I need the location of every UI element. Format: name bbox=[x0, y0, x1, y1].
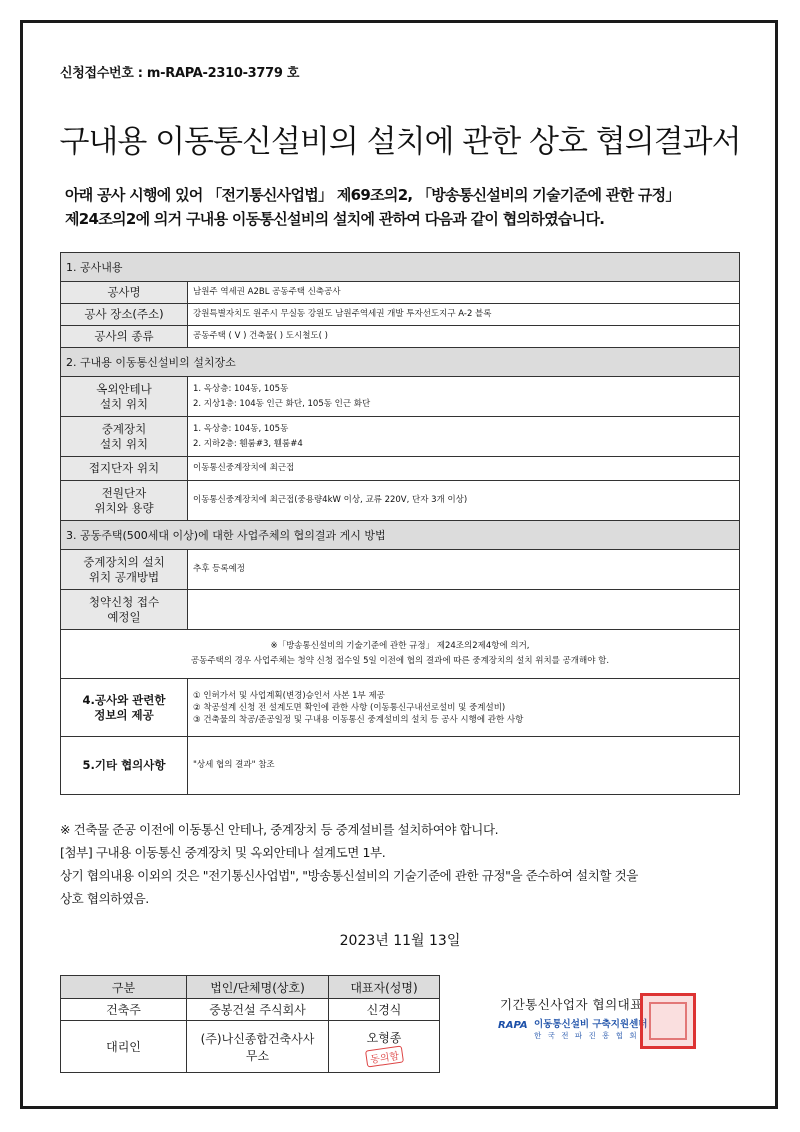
disclosure-label-line-1: 중계장치의 설치 bbox=[83, 554, 165, 569]
info-provision-label bbox=[61, 679, 188, 737]
ground-terminal-label: 접지단자 위치 bbox=[61, 457, 188, 481]
note-line-1: ※「방송통신설비의 기술기준에 관한 규정」 제24조의2제4항에 의거, bbox=[270, 641, 530, 651]
intro-line-1: 아래 공사 시행에 있어 「전기통신사업법」 제69조의2, 「방송통신설비의 기술기준에 관한 규정」 bbox=[65, 186, 680, 204]
section-2-heading: 2. 구내용 이동통신설비의 설치장소 bbox=[61, 348, 740, 377]
signature-table bbox=[60, 975, 440, 1073]
issuer-title: 기간통신사업자 협의대표 bbox=[500, 997, 643, 1012]
notes-line-3: 상기 협의내용 이외의 것은 "전기통신사업법", "방송통신설비의 기술기준에 관한 규정"을 준수하여 설치할 것을 bbox=[60, 868, 638, 883]
intro-line-2: 제24조의2에 의거 구내용 이동통신설비의 설치에 관하여 다음과 같이 협의하였습니다. bbox=[65, 210, 605, 228]
relay-location-label bbox=[61, 417, 188, 457]
antenna-label-line-2: 설치 위치 bbox=[99, 396, 149, 411]
disclosure-method-label bbox=[61, 550, 188, 590]
power-terminal-label bbox=[61, 481, 188, 521]
info-line-2: ② 착공설계 신청 전 설계도면 확인에 관한 사항 (이동통신구내선로설비 및 중계설비) bbox=[193, 702, 506, 713]
project-name-value: 남원주 역세권 A2BL 공동주택 신축공사 bbox=[188, 282, 740, 304]
subscription-label-line-1: 청약신청 접수 bbox=[88, 594, 160, 609]
document-title: 구내용 이동통신설비의 설치에 관한 상호 협의결과서 bbox=[59, 124, 741, 160]
consultation-table bbox=[60, 252, 740, 795]
ground-terminal-value: 이동통신중계장치에 최근접 bbox=[188, 457, 740, 481]
agent-company-line-1: (주)나신종합건축사사 bbox=[200, 1031, 315, 1046]
application-number: 신청접수번호 : m-RAPA-2310-3779 호 bbox=[60, 66, 300, 81]
rapa-logo: RAPA bbox=[498, 1020, 528, 1031]
intro-text bbox=[65, 183, 755, 231]
relay-label-line-1: 중계장치 bbox=[101, 421, 147, 436]
notes-line-4: 상호 협의하였음. bbox=[60, 891, 149, 906]
relay-label-line-2: 설치 위치 bbox=[99, 436, 149, 451]
sign-header-rep: 대표자(성명) bbox=[329, 976, 440, 999]
info-label-line-2: 정보의 제공 bbox=[94, 707, 154, 722]
antenna-location-value bbox=[188, 377, 740, 417]
subscription-date-label bbox=[61, 590, 188, 630]
sign-header-role: 구분 bbox=[61, 976, 187, 999]
disclosure-method-value: 추후 등록예정 bbox=[188, 550, 740, 590]
agent-rep bbox=[329, 1021, 440, 1073]
agent-company bbox=[187, 1021, 329, 1073]
agent-company-line-2: 무소 bbox=[245, 1048, 270, 1063]
subscription-label-line-2: 예정일 bbox=[107, 609, 141, 624]
agreement-date: 2023년 11월 13일 bbox=[339, 933, 461, 949]
project-type-value: 공동주택 ( V ) 건축물( ) 도시철도( ) bbox=[188, 326, 740, 348]
owner-rep: 신경식 bbox=[329, 999, 440, 1021]
relay-line-2: 2. 지하2층: 휀룸#3, 휀룸#4 bbox=[193, 438, 303, 449]
issuer-org-name: 이동통신설비 구축지원센터 bbox=[534, 1019, 648, 1030]
notes-line-1: ※ 건축물 준공 이전에 이동통신 안테나, 중계장치 등 중계설비를 설치하여야 합니다. bbox=[60, 822, 499, 837]
antenna-location-label bbox=[61, 377, 188, 417]
power-terminal-value: 이동통신중계장치에 최근접(중용량4kW 이상, 교류 220V, 단자 3개 이상) bbox=[188, 481, 740, 521]
disclosure-note bbox=[61, 630, 740, 679]
project-location-value: 강원특별자치도 원주시 무실동 강원도 남원주역세권 개발 투자선도지구 A-2 블록 bbox=[188, 304, 740, 326]
subscription-date-value bbox=[188, 590, 740, 630]
power-label-line-2: 위치와 용량 bbox=[94, 500, 154, 515]
info-provision-value bbox=[188, 679, 740, 737]
power-label-line-1: 전원단자 bbox=[101, 485, 147, 500]
project-name-label: 공사명 bbox=[61, 282, 188, 304]
agent-role: 대리인 bbox=[61, 1021, 187, 1073]
project-type-label: 공사의 종류 bbox=[61, 326, 188, 348]
antenna-line-1: 1. 옥상층: 104동, 105동 bbox=[193, 383, 289, 394]
sign-header-company: 법인/단체명(상호) bbox=[187, 976, 329, 999]
antenna-label-line-1: 옥외안테나 bbox=[96, 381, 152, 396]
notes-block bbox=[60, 818, 760, 910]
section-3-heading: 3. 공동주택(500세대 이상)에 대한 사업주체의 협의결과 게시 방법 bbox=[61, 521, 740, 550]
agent-consent-stamp: 동의함 bbox=[364, 1045, 403, 1067]
owner-company: 중봉건설 주식회사 bbox=[187, 999, 329, 1021]
info-label-line-1: 4.공사와 관련한 bbox=[82, 692, 166, 707]
info-line-1: ① 인허가서 및 사업계획(변경)승인서 사본 1부 제공 bbox=[193, 690, 385, 701]
other-matters-label: 5.기타 협의사항 bbox=[61, 737, 188, 795]
disclosure-label-line-2: 위치 공개방법 bbox=[88, 569, 160, 584]
agent-rep-name: 오형종 bbox=[366, 1030, 402, 1045]
relay-location-value bbox=[188, 417, 740, 457]
issuer-org-sub: 한 국 전 파 진 흥 협 회 bbox=[534, 1031, 639, 1040]
notes-line-2: [첨부] 구내용 이동통신 중계장치 및 옥외안테나 설계도면 1부. bbox=[60, 845, 386, 860]
note-line-2: 공동주택의 경우 사업주체는 청약 신청 접수일 5일 이전에 협의 결과에 따른 중계장치의 설치 위치를 공개해야 함. bbox=[190, 656, 610, 666]
official-seal-icon bbox=[640, 993, 696, 1049]
relay-line-1: 1. 옥상층: 104동, 105동 bbox=[193, 423, 289, 434]
section-1-heading: 1. 공사내용 bbox=[61, 253, 740, 282]
antenna-line-2: 2. 지상1층: 104동 인근 화단, 105동 인근 화단 bbox=[193, 398, 371, 409]
project-location-label: 공사 장소(주소) bbox=[61, 304, 188, 326]
info-line-3: ③ 건축물의 착공/준공일정 및 구내용 이동통신 중계설비의 설치 등 공사 시행에 관한 사항 bbox=[193, 714, 524, 725]
owner-role: 건축주 bbox=[61, 999, 187, 1021]
other-matters-value: "상세 협의 결과" 참조 bbox=[188, 737, 740, 795]
